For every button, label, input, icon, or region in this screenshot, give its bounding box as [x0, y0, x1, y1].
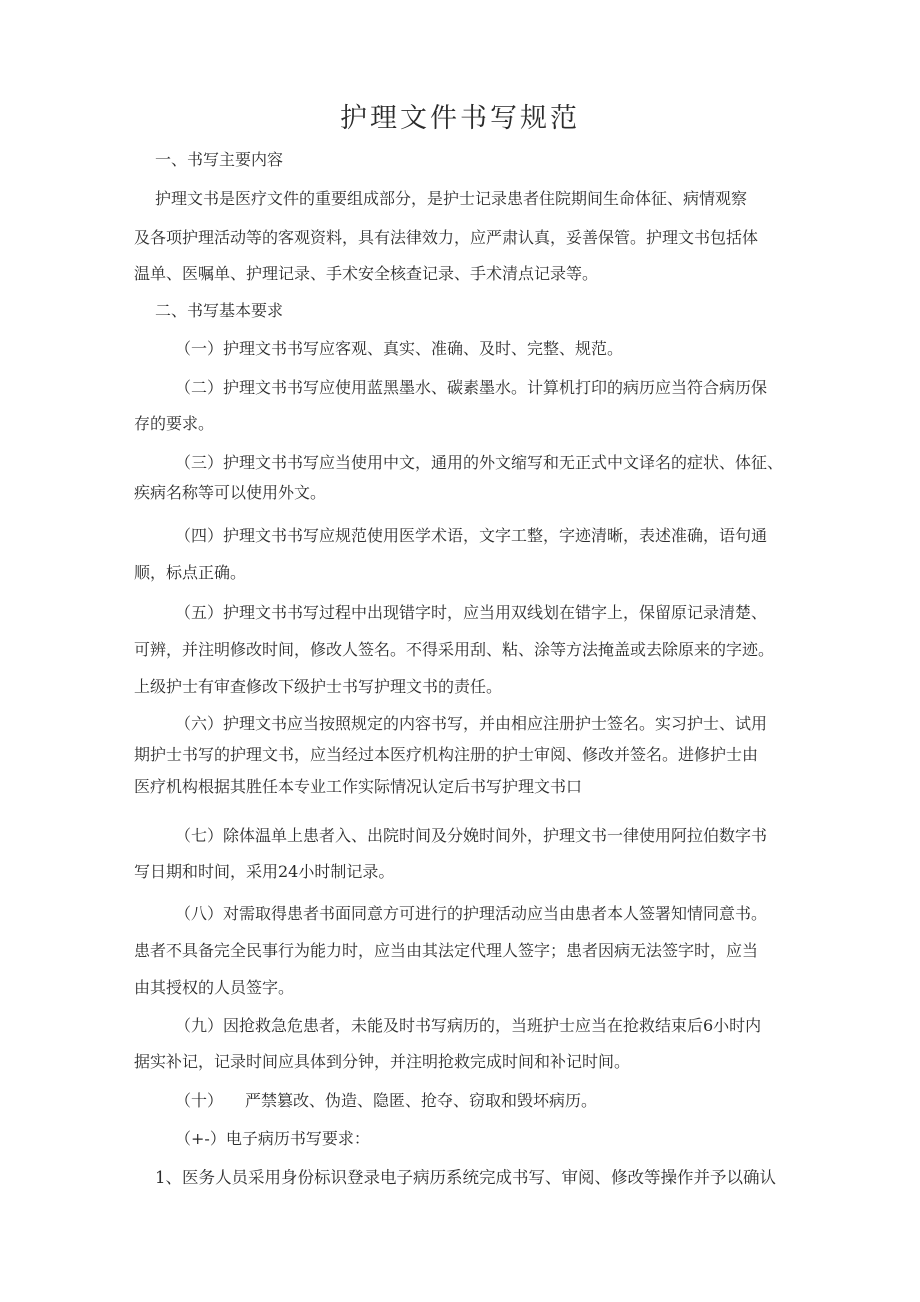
item-line: 写日期和时间，采用24小时制记录。 [134, 862, 395, 881]
item-line: 据实补记，记录时间应具体到分钟，并注明抢救完成时间和补记时间。 [134, 1052, 631, 1071]
item-line: （七）除体温单上患者入、出院时间及分娩时间外，护理文书一律使用阿拉伯数字书 [175, 826, 768, 845]
item-text: 严禁篡改、伪造、隐匿、抢夺、窃取和毁坏病历。 [245, 1091, 598, 1110]
item-line: 可辨，并注明修改时间，修改人签名。不得采用刮、粘、涂等方法掩盖或去除原来的字迹。 [134, 640, 775, 659]
item-line: （二）护理文书书写应使用蓝黑墨水、碳素墨水。计算机打印的病历应当符合病历保 [175, 378, 768, 397]
item-line: （一）护理文书书写应客观、真实、准确、及时、完整、规范。 [175, 339, 624, 358]
item-line: （六）护理文书应当按照规定的内容书写，并由相应注册护士签名。实习护士、试用 [175, 714, 768, 733]
paragraph-line: 护理文书是医疗文件的重要组成部分，是护士记录患者住院期间生命体征、病情观察 [155, 189, 748, 208]
item-line [175, 1091, 597, 1111]
item-line: （九）因抢救急危患者，未能及时书写病历的，当班护士应当在抢救结束后6小时内 [175, 1016, 762, 1035]
item-line: 医疗机构根据其胜任本专业工作实际情况认定后书写护理文书口 [134, 777, 583, 796]
item-line: 顺，标点正确。 [134, 563, 247, 582]
item-line: 上级护士有审查修改下级护士书写护理文书的责任。 [134, 677, 503, 696]
section-heading-1: 一、书写主要内容 [155, 150, 284, 169]
item-line: 存的要求。 [134, 414, 215, 433]
item-line: （八）对需取得患者书面同意方可进行的护理活动应当由患者本人签署知情同意书。 [175, 904, 768, 923]
paragraph-line: 及各项护理活动等的客观资料，具有法律效力，应严肃认真，妥善保管。护理文书包括体 [134, 228, 759, 247]
item-line: 期护士书写的护理文书，应当经过本医疗机构注册的护士审阅、修改并签名。进修护士由 [134, 745, 759, 764]
numbered-line: 1、医务人员采用身份标识登录电子病历系统完成书写、审阅、修改等操作并予以确认 [155, 1168, 776, 1187]
item-line: （四）护理文书书写应规范使用医学术语，文字工整，字迹清晰，表述准确，语句通 [175, 526, 768, 545]
item-line: 疾病名称等可以使用外文。 [134, 483, 327, 502]
item-line: （五）护理文书书写过程中出现错字时，应当用双线划在错字上，保留原记录清楚、 [175, 603, 768, 622]
page-title: 护理文件书写规范 [340, 103, 580, 134]
paragraph-line: 温单、医嘱单、护理记录、手术安全核查记录、手术清点记录等。 [134, 264, 599, 283]
item-line: 由其授权的人员签字。 [134, 978, 295, 997]
item-line: （三）护理文书书写应当使用中文，通用的外文缩写和无正式中文译名的症状、体征、 [175, 453, 784, 472]
item-line: （+-）电子病历书写要求： [175, 1129, 370, 1148]
item-line: 患者不具备完全民事行为能力时，应当由其法定代理人签字；患者因病无法签字时，应当 [134, 941, 759, 960]
section-heading-2: 二、书写基本要求 [155, 301, 284, 320]
item-label: （十） [175, 1091, 224, 1110]
